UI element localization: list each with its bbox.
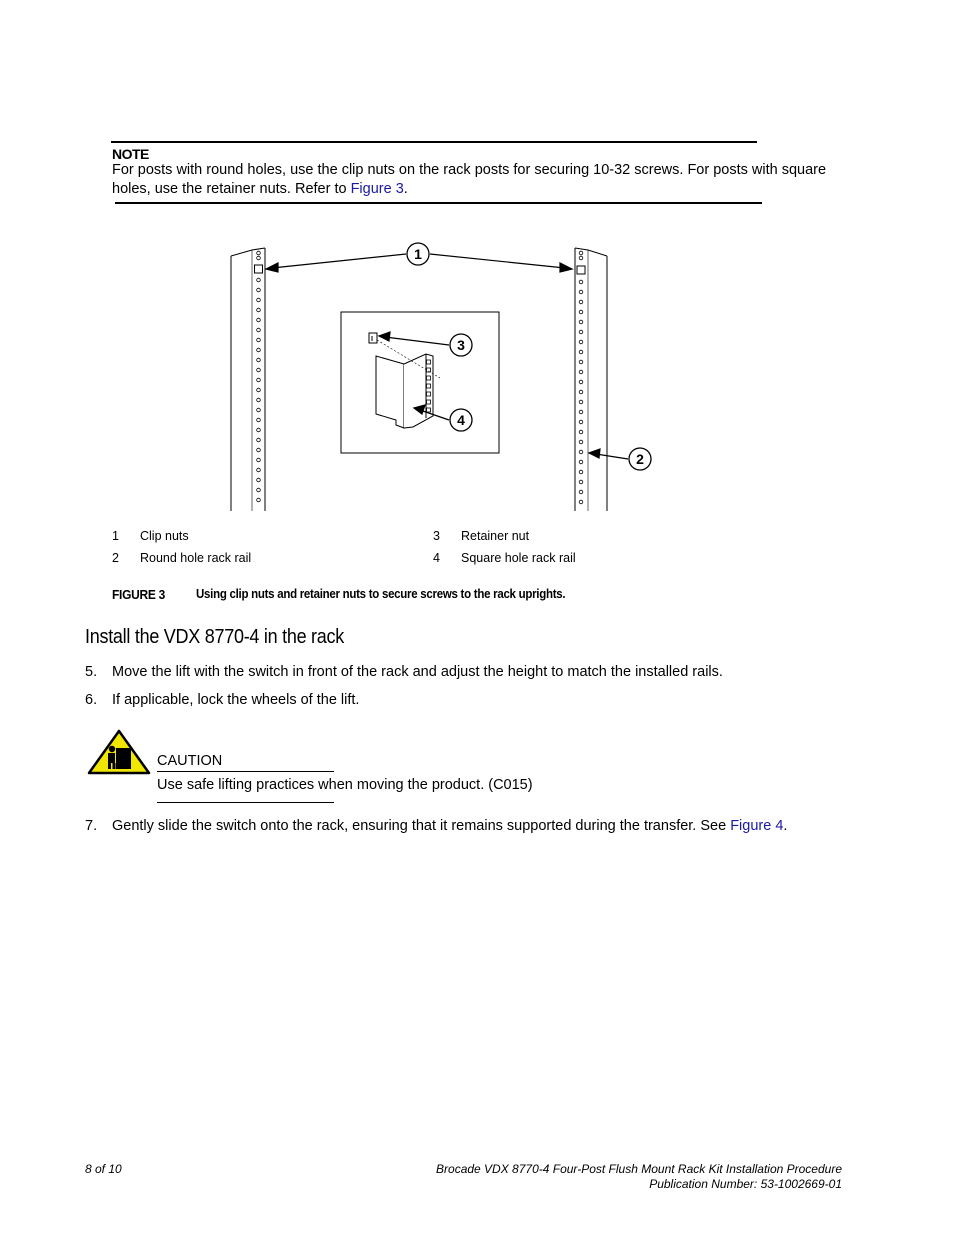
square-hole xyxy=(427,360,431,364)
rail-hole xyxy=(579,390,583,394)
note-top-rule xyxy=(111,141,757,143)
rail-hole xyxy=(257,288,261,292)
callout-2-arrow xyxy=(589,449,628,459)
rail-hole xyxy=(579,380,583,384)
footer-doc-title: Brocade VDX 8770-4 Four-Post Flush Mount Rack Kit Installation Procedure xyxy=(436,1162,842,1176)
svg-text:3: 3 xyxy=(457,337,465,353)
rail-hole xyxy=(257,478,261,482)
rail-hole xyxy=(257,328,261,332)
rack-figure xyxy=(220,240,660,515)
rail-hole xyxy=(579,480,583,484)
rail-hole xyxy=(257,468,261,472)
rail-hole xyxy=(257,318,261,322)
rail-hole xyxy=(579,410,583,414)
rail-hole xyxy=(257,428,261,432)
step-6-number: 6. xyxy=(85,692,98,708)
rail-hole xyxy=(579,350,583,354)
rail-hole xyxy=(257,251,261,255)
rail-hole xyxy=(579,370,583,374)
legend-label-1: Clip nuts xyxy=(140,529,189,543)
rail-hole xyxy=(257,378,261,382)
square-hole xyxy=(427,384,431,388)
rail-hole xyxy=(579,330,583,334)
caution-title-rule xyxy=(157,771,334,772)
figure-3-link[interactable]: Figure 3 xyxy=(350,181,404,197)
square-hole xyxy=(427,392,431,396)
rail-hole xyxy=(257,338,261,342)
rail-hole xyxy=(579,320,583,324)
rail-hole xyxy=(579,440,583,444)
note-text-body: For posts with round holes, use the clip nuts on the rack posts for securing 10-32 screws. For posts with square holes, use the retainer nuts. Refer to xyxy=(112,162,827,197)
footer-publication-number: Publication Number: 53-1002669-01 xyxy=(649,1177,842,1191)
legend-label-2: Round hole rack rail xyxy=(140,551,252,565)
right-clip-nut xyxy=(577,266,585,274)
rail-hole xyxy=(257,408,261,412)
step-6-text: If applicable, lock the wheels of the lift. xyxy=(112,692,360,708)
rail-hole xyxy=(257,498,261,502)
note-text-end: . xyxy=(403,181,408,197)
legend-label-3: Retainer nut xyxy=(461,529,530,543)
left-rail-holes xyxy=(257,251,261,502)
rail-hole xyxy=(579,490,583,494)
rail-hole xyxy=(579,500,583,504)
callout-4 xyxy=(450,409,472,431)
legend-num-1: 1 xyxy=(112,529,119,543)
figure-4-link[interactable]: Figure 4 xyxy=(730,818,784,834)
rail-hole xyxy=(579,420,583,424)
rail-hole xyxy=(257,358,261,362)
rail-hole xyxy=(257,448,261,452)
rail-hole xyxy=(257,308,261,312)
svg-text:1: 1 xyxy=(414,246,422,262)
rail-hole xyxy=(579,400,583,404)
rail-hole xyxy=(257,388,261,392)
rail-hole xyxy=(579,460,583,464)
square-holes xyxy=(427,360,431,412)
note-bottom-rule xyxy=(115,202,762,204)
rail-hole xyxy=(257,398,261,402)
legend-num-4: 4 xyxy=(433,551,440,565)
step-7-body: Gently slide the switch onto the rack, ensuring that it remains supported during the transfer. See xyxy=(112,818,731,834)
callout-3 xyxy=(450,334,472,356)
note-title: NOTE xyxy=(112,146,149,162)
retainer-nut-detail xyxy=(369,333,377,343)
step-5-text: Move the lift with the switch in front of the rack and adjust the height to match the installed rails. xyxy=(112,664,723,680)
figure-caption-text: Using clip nuts and retainer nuts to secure screws to the rack uprights. xyxy=(196,587,566,601)
rail-hole xyxy=(579,310,583,314)
square-hole-rail-detail xyxy=(376,354,433,428)
rail-hole xyxy=(257,348,261,352)
rail-hole xyxy=(257,438,261,442)
rail-hole xyxy=(257,368,261,372)
caution-bottom-rule xyxy=(157,802,334,803)
legend-num-3: 3 xyxy=(433,529,440,543)
rail-hole xyxy=(579,256,583,260)
square-hole xyxy=(427,376,431,380)
svg-text:4: 4 xyxy=(457,412,465,428)
rail-hole xyxy=(579,360,583,364)
square-hole xyxy=(427,408,431,412)
legend-num-2: 2 xyxy=(112,551,119,565)
rail-hole xyxy=(579,290,583,294)
caution-text: Use safe lifting practices when moving the product. (C015) xyxy=(157,777,533,793)
step-7-end: . xyxy=(783,818,788,834)
rail-hole xyxy=(579,251,583,255)
rail-hole xyxy=(579,280,583,284)
square-hole xyxy=(427,400,431,404)
left-clip-nut xyxy=(255,265,263,273)
section-heading: Install the VDX 8770-4 in the rack xyxy=(85,626,344,648)
caution-lifting-icon xyxy=(87,729,151,775)
step-7-text xyxy=(112,817,892,836)
step-7-number: 7. xyxy=(85,818,98,834)
rail-hole xyxy=(257,488,261,492)
caution-title: CAUTION xyxy=(157,753,223,769)
rail-hole xyxy=(579,470,583,474)
callout-2 xyxy=(629,448,651,470)
step-5-number: 5. xyxy=(85,664,98,680)
rail-hole xyxy=(579,340,583,344)
rail-hole xyxy=(257,298,261,302)
rail-hole xyxy=(257,418,261,422)
figure-caption-label: FIGURE 3 xyxy=(112,587,165,602)
footer-page-number: 8 of 10 xyxy=(85,1162,122,1176)
rail-hole xyxy=(579,300,583,304)
svg-text:2: 2 xyxy=(636,451,644,467)
rail-hole xyxy=(257,458,261,462)
callout-1 xyxy=(407,243,429,265)
right-rail-holes xyxy=(579,251,583,504)
note-text xyxy=(112,161,847,199)
legend-label-4: Square hole rack rail xyxy=(461,551,576,565)
rail-hole xyxy=(579,430,583,434)
rail-hole xyxy=(257,278,261,282)
rail-hole xyxy=(579,450,583,454)
rail-hole xyxy=(257,256,261,260)
